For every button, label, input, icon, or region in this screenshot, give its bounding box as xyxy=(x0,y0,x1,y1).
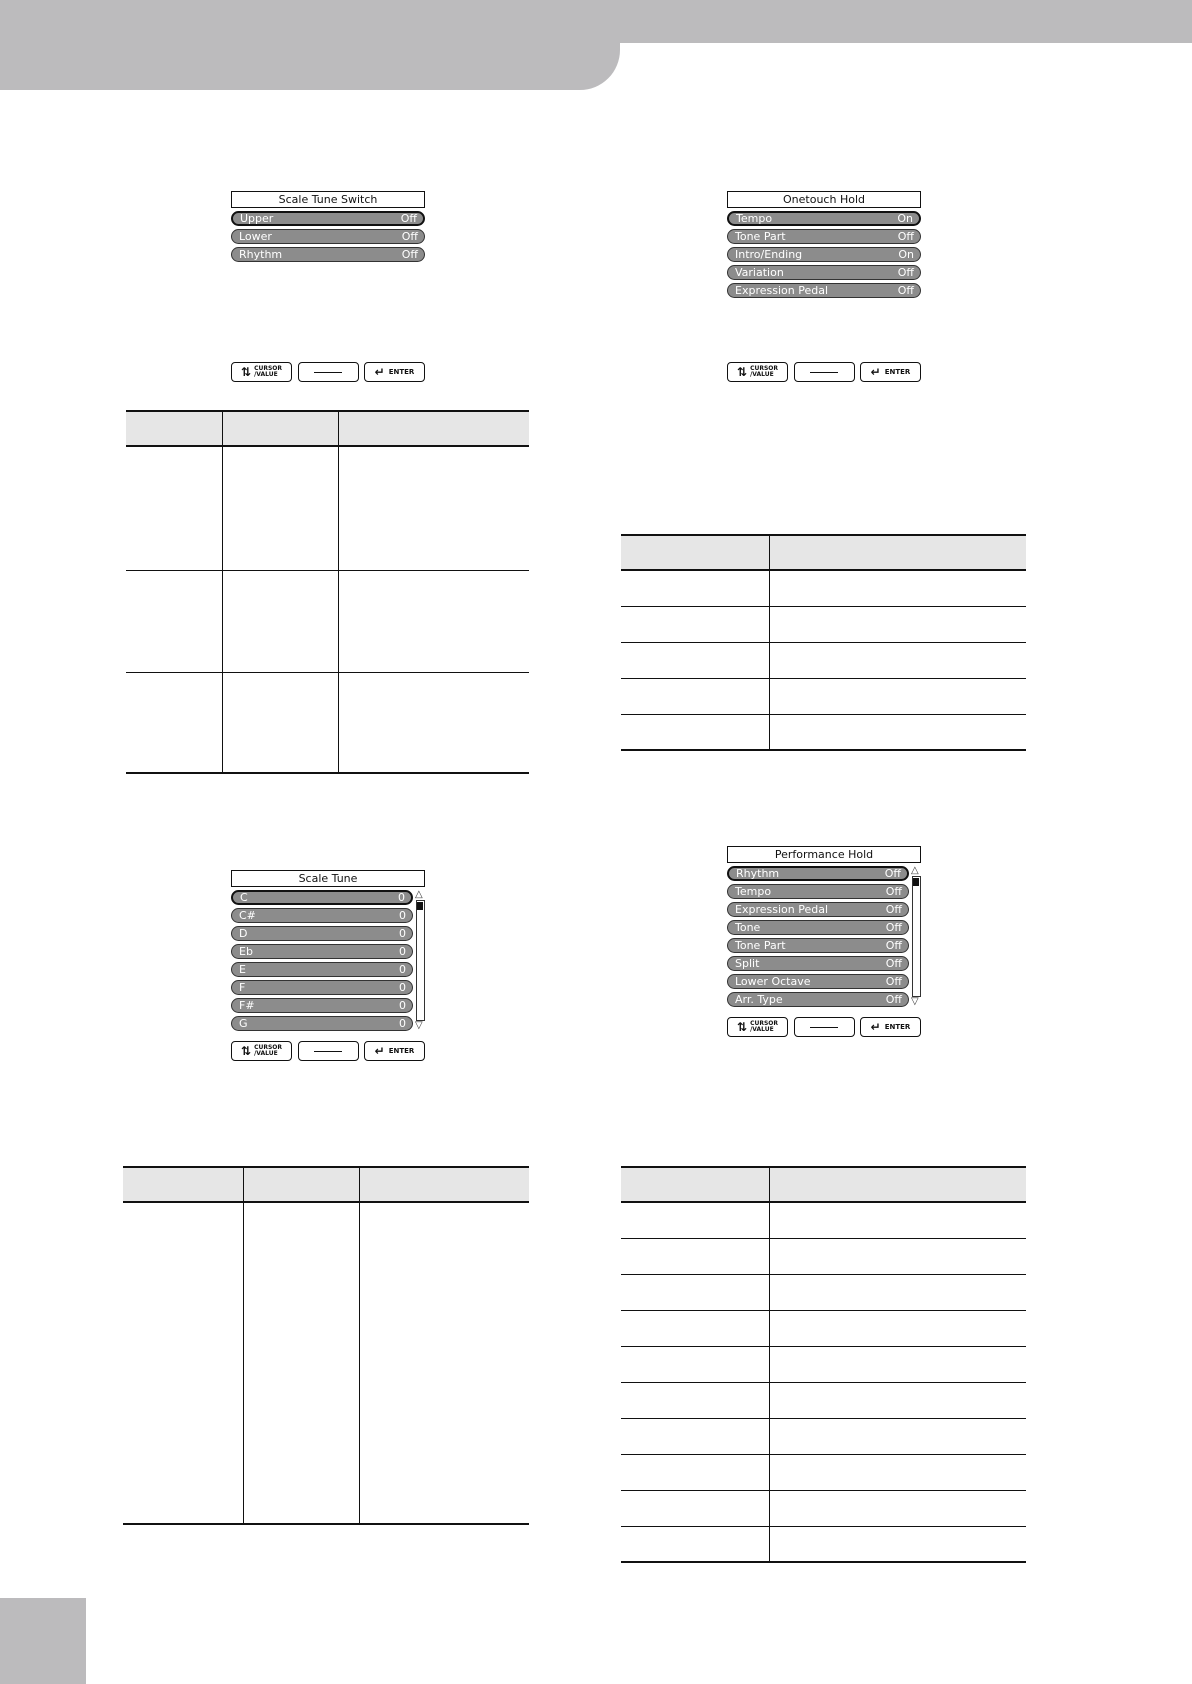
row-label: F# xyxy=(239,999,255,1012)
table-row xyxy=(621,1418,1026,1454)
enter-label: ENTER xyxy=(388,368,415,376)
row-label: C xyxy=(240,891,248,904)
up-down-arrow-icon: ⇅ xyxy=(737,365,748,379)
lcd-row-f-sharp[interactable] xyxy=(231,998,413,1013)
lcd-row-g[interactable] xyxy=(231,1016,413,1031)
lcd-row-rhythm[interactable] xyxy=(727,866,909,881)
lcd-row-c-sharp[interactable] xyxy=(231,908,413,923)
row-value: 0 xyxy=(399,927,406,940)
header-cell xyxy=(621,535,770,570)
enter-arrow-icon: ↵ xyxy=(870,365,881,379)
table-row xyxy=(621,642,1026,678)
page-corner-tab xyxy=(0,1598,86,1684)
lcd-row-lower[interactable] xyxy=(231,229,425,244)
header-cell xyxy=(223,411,339,446)
table-header xyxy=(621,1167,1026,1202)
lcd-onetouch-hold xyxy=(727,191,921,301)
lcd-row-lower-octave[interactable] xyxy=(727,974,909,989)
empty-button[interactable] xyxy=(794,362,855,382)
lcd-row-e[interactable] xyxy=(231,962,413,977)
row-label: Tone xyxy=(735,921,761,934)
lcd-row-split[interactable] xyxy=(727,956,909,971)
table-row xyxy=(621,1346,1026,1382)
row-label: Rhythm xyxy=(239,248,283,261)
scroll-up-icon[interactable]: △ xyxy=(415,889,423,900)
row-value: Off xyxy=(884,867,901,880)
table-row xyxy=(621,678,1026,714)
empty-button[interactable] xyxy=(794,1017,855,1037)
enter-arrow-icon: ↵ xyxy=(374,1044,385,1058)
scroll-down-icon[interactable]: ▽ xyxy=(911,996,919,1007)
table-row xyxy=(621,1382,1026,1418)
table-row xyxy=(621,1454,1026,1490)
table-row xyxy=(621,1238,1026,1274)
row-label: C# xyxy=(239,909,256,922)
enter-label: ENTER xyxy=(388,1047,415,1055)
row-label: Lower xyxy=(239,230,272,243)
table-row xyxy=(621,606,1026,642)
enter-label: ENTER xyxy=(884,1023,911,1031)
row-value: Off xyxy=(897,284,914,297)
scroll-track xyxy=(416,900,425,1021)
enter-button[interactable] xyxy=(364,1041,425,1061)
header-cell xyxy=(621,1167,770,1202)
row-label: Tempo xyxy=(735,885,772,898)
table-row xyxy=(621,570,1026,606)
row-value: Off xyxy=(885,957,902,970)
cursor-label: CURSOR xyxy=(254,1044,282,1051)
row-value: Off xyxy=(885,939,902,952)
row-label: Intro/Ending xyxy=(735,248,803,261)
table-row xyxy=(126,672,529,773)
row-value: Off xyxy=(885,975,902,988)
enter-button[interactable] xyxy=(364,362,425,382)
cursor-value-button[interactable] xyxy=(231,362,292,382)
row-value: Off xyxy=(885,885,902,898)
empty-button[interactable] xyxy=(298,1041,359,1061)
dash-icon xyxy=(810,1027,838,1028)
lcd-title: Scale Tune Switch xyxy=(231,191,425,208)
row-label: D xyxy=(239,927,248,940)
row-value: On xyxy=(898,248,914,261)
cursor-label: CURSOR xyxy=(254,365,282,372)
lcd-row-f[interactable] xyxy=(231,980,413,995)
row-value: 0 xyxy=(399,1017,406,1030)
lcd-scale-tune xyxy=(231,870,425,1034)
header-cell xyxy=(123,1167,244,1202)
scroll-up-icon[interactable]: △ xyxy=(911,865,919,876)
lcd-row-expression-pedal[interactable] xyxy=(727,283,921,298)
table-onetouch-hold xyxy=(621,534,1026,751)
row-value: Off xyxy=(401,248,418,261)
lcd-row-d[interactable] xyxy=(231,926,413,941)
row-label: F xyxy=(239,981,246,994)
lcd-row-intro-ending[interactable] xyxy=(727,247,921,262)
header-cell xyxy=(126,411,223,446)
lcd-performance-hold xyxy=(727,846,921,1010)
lcd-row-variation[interactable] xyxy=(727,265,921,280)
lcd-title: Performance Hold xyxy=(727,846,921,863)
up-down-arrow-icon: ⇅ xyxy=(737,1020,748,1034)
row-value: Off xyxy=(885,921,902,934)
header-tab xyxy=(0,0,620,90)
row-label: Tone Part xyxy=(735,230,786,243)
value-label: /VALUE xyxy=(750,371,774,378)
row-value: 0 xyxy=(399,945,406,958)
header-cell xyxy=(244,1167,360,1202)
table-row xyxy=(621,1490,1026,1526)
lcd-row-e-flat[interactable] xyxy=(231,944,413,959)
lcd-row-tempo[interactable] xyxy=(727,211,921,226)
enter-arrow-icon: ↵ xyxy=(374,365,385,379)
row-value: On xyxy=(897,212,913,225)
row-value: Off xyxy=(897,230,914,243)
header-cell xyxy=(360,1167,530,1202)
enter-button[interactable] xyxy=(860,362,921,382)
row-label: Eb xyxy=(239,945,253,958)
table-header xyxy=(123,1167,529,1202)
row-value: Off xyxy=(885,903,902,916)
row-label: Variation xyxy=(735,266,784,279)
table-row xyxy=(621,1526,1026,1562)
table-row xyxy=(621,1202,1026,1238)
table-row xyxy=(621,1274,1026,1310)
row-label: Arr. Type xyxy=(735,993,783,1006)
dash-icon xyxy=(810,372,838,373)
row-label: E xyxy=(239,963,246,976)
cursor-value-button[interactable] xyxy=(231,1041,292,1061)
cursor-value-button[interactable] xyxy=(727,1017,788,1037)
cursor-label: CURSOR xyxy=(750,365,778,372)
table-scale-tune xyxy=(123,1166,529,1525)
row-label: Tempo xyxy=(736,212,773,225)
cursor-value-button[interactable] xyxy=(727,362,788,382)
cursor-label: CURSOR xyxy=(750,1020,778,1027)
row-value: Off xyxy=(885,993,902,1006)
row-value: 0 xyxy=(399,981,406,994)
up-down-arrow-icon: ⇅ xyxy=(241,365,252,379)
lcd-row-expression-pedal[interactable] xyxy=(727,902,909,917)
lcd-title: Onetouch Hold xyxy=(727,191,921,208)
dash-icon xyxy=(314,372,342,373)
lcd-row-tone-part[interactable] xyxy=(727,229,921,244)
row-value: 0 xyxy=(398,891,405,904)
table-row xyxy=(621,714,1026,750)
value-label: /VALUE xyxy=(254,371,278,378)
row-value: Off xyxy=(401,230,418,243)
row-label: G xyxy=(239,1017,248,1030)
table-row xyxy=(621,1310,1026,1346)
up-down-arrow-icon: ⇅ xyxy=(241,1044,252,1058)
header-cell xyxy=(770,535,1027,570)
lcd-row-tone[interactable] xyxy=(727,920,909,935)
table-scale-tune-switch xyxy=(126,410,529,774)
table-header xyxy=(621,535,1026,570)
lcd-title: Scale Tune xyxy=(231,870,425,887)
scrollbar[interactable] xyxy=(415,890,425,1031)
lcd-row-rhythm[interactable] xyxy=(231,247,425,262)
row-value: 0 xyxy=(399,909,406,922)
dash-icon xyxy=(314,1051,342,1052)
value-label: /VALUE xyxy=(750,1026,774,1033)
header-cell xyxy=(770,1167,1027,1202)
table-row xyxy=(123,1202,529,1524)
row-label: Tone Part xyxy=(735,939,786,952)
row-label: Rhythm xyxy=(736,867,780,880)
scroll-thumb[interactable] xyxy=(913,878,919,886)
table-row xyxy=(126,570,529,672)
row-value: Off xyxy=(897,266,914,279)
row-label: Upper xyxy=(240,212,274,225)
lcd-scale-tune-switch xyxy=(231,191,425,265)
row-value: Off xyxy=(400,212,417,225)
button-bar xyxy=(231,362,425,382)
table-performance-hold xyxy=(621,1166,1026,1563)
table-row xyxy=(126,446,529,570)
row-label: Split xyxy=(735,957,760,970)
value-label: /VALUE xyxy=(254,1050,278,1057)
enter-arrow-icon: ↵ xyxy=(870,1020,881,1034)
row-label: Expression Pedal xyxy=(735,284,828,297)
scroll-down-icon[interactable]: ▽ xyxy=(415,1020,423,1031)
row-label: Lower Octave xyxy=(735,975,811,988)
lcd-row-arr-type[interactable] xyxy=(727,992,909,1007)
button-bar xyxy=(727,1017,921,1037)
empty-button[interactable] xyxy=(298,362,359,382)
table-header xyxy=(126,411,529,446)
scroll-track xyxy=(912,876,921,997)
row-label: Expression Pedal xyxy=(735,903,828,916)
lcd-row-tone-part[interactable] xyxy=(727,938,909,953)
row-value: 0 xyxy=(399,999,406,1012)
button-bar xyxy=(727,362,921,382)
scroll-thumb[interactable] xyxy=(417,902,423,910)
lcd-row-upper[interactable] xyxy=(231,211,425,226)
enter-button[interactable] xyxy=(860,1017,921,1037)
lcd-row-tempo[interactable] xyxy=(727,884,909,899)
enter-label: ENTER xyxy=(884,368,911,376)
button-bar xyxy=(231,1041,425,1061)
header-cell xyxy=(339,411,530,446)
lcd-row-c[interactable] xyxy=(231,890,413,905)
scrollbar[interactable] xyxy=(911,866,921,1007)
row-value: 0 xyxy=(399,963,406,976)
